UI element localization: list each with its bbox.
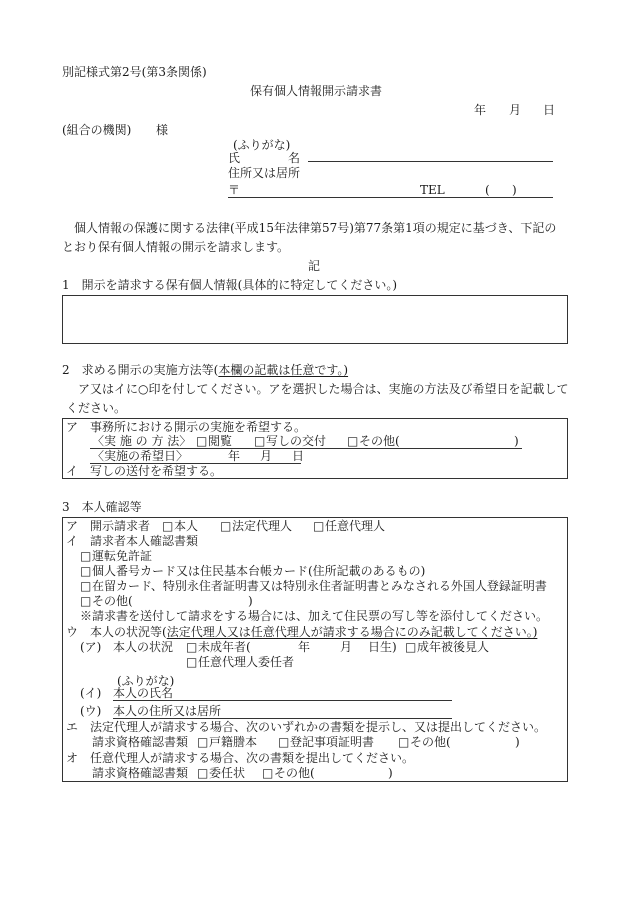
furigana-label: (ふりがな) [233,138,291,152]
method-row [90,434,522,449]
section2-instruction-1: ア又はイに○印を付してください。アを選択した場合は、実施の方法及び希望日を記載して [78,382,569,396]
method-option-view: 閲覧 [208,434,233,448]
name-label: 氏 名 [228,151,301,165]
checkbox[interactable]: □ [186,655,198,669]
voluntary-agent-doc-other: その他( [274,766,315,780]
checkbox[interactable]: □ [196,434,208,448]
principal-minor: 未成年者( [198,640,251,654]
id-doc-drivers-license: 運転免許証 [92,549,153,563]
addressee: (組合の機関) [62,123,132,137]
tel-label: TEL [420,183,445,197]
legal-agent-doc-other: その他( [410,735,451,749]
tel-paren-close: ) [512,183,517,197]
birth-day-label: 日生) [368,640,397,654]
legal-agent-text: エ 法定代理人が請求する場合、次のいずれかの書類を提示し、又は提出してください。 [66,720,547,734]
requester-type-voluntary-agent: 任意代理人 [325,519,386,533]
checkbox[interactable]: □ [162,519,174,533]
preferred-date-row[interactable] [90,449,305,464]
section3-heading: 3 本人確認等 [62,500,142,514]
voluntary-agent-docs-label: 請求資格確認書類 [92,766,189,780]
method-other-close: ) [514,434,519,448]
intro-line-2: とおり保有個人情報の開示を請求します。 [62,240,290,254]
checkbox[interactable]: □ [197,735,209,749]
checkbox[interactable]: □ [80,564,92,578]
principal-adult-guardian: 成年被後見人 [417,640,490,654]
checkbox[interactable]: □ [80,549,92,563]
principal-voluntary: 任意代理人委任者 [198,655,295,669]
id-doc-residence-card: 在留カード、特別永住者証明書又は特別永住者証明書とみなされる外国人登録証明書 [92,579,547,593]
requester-type-legal-agent: 法定代理人 [232,519,293,533]
date-year-label: 年 [474,103,487,117]
requester-type-label: ア 開示請求者 [66,519,151,533]
checkbox[interactable]: □ [347,434,359,448]
address-label: 住所又は居所 [228,166,301,180]
legal-agent-doc-registry: 登記事項証明書 [290,735,375,749]
id-docs-note: ※請求書を送付して請求をする場合には、加えて住民票の写し等を添付してください。 [80,609,549,623]
voluntary-agent-doc-proxy: 委任状 [209,766,246,780]
postal-mark: 〒 [228,183,241,197]
principal-heading-text: ウ 本人の状況等( [66,625,167,639]
voluntary-agent-doc-other-close: ) [388,766,393,780]
checkbox[interactable]: □ [186,640,198,654]
checkbox[interactable]: □ [313,519,325,533]
preferred-date-month: 月 [260,449,273,463]
section2-instruction-2: ください。 [66,401,127,415]
tel-paren-open: ( [485,183,490,197]
id-doc-other: その他( [92,594,133,608]
option-b-mail[interactable]: イ 写しの送付を希望する。 [66,464,223,478]
principal-name-field[interactable] [113,686,452,701]
principal-name-marker: (イ) [80,686,102,700]
section2-heading-note: 本欄の記載は任意です。) [218,363,349,377]
preferred-date-year: 年 [228,449,241,463]
section1-heading: 1 開示を請求する保有個人情報(具体的に特定してください。) [62,278,398,292]
section2-heading-text: 2 求める開示の実施方法等( [62,363,219,377]
method-option-other: その他( [359,434,400,448]
method-label: 〈実 施 の 方 法〉 [92,434,192,448]
checkbox[interactable]: □ [278,735,290,749]
requester-type-self: 本人 [174,519,199,533]
legal-agent-doc-other-close: ) [515,735,520,749]
method-option-copy: 写しの交付 [266,434,327,448]
checkbox[interactable]: □ [398,735,410,749]
checkbox[interactable]: □ [254,434,266,448]
principal-furigana-label: (ふりがな) [117,674,175,688]
form-number: 別記様式第2号(第3条関係) [62,65,207,79]
date-month-label: 月 [509,103,522,117]
disclosure-method-box [62,418,568,479]
principal-heading [66,624,537,640]
name-field[interactable] [308,147,553,162]
checkbox[interactable]: □ [220,519,232,533]
checkbox[interactable]: □ [80,579,92,593]
principal-heading-note: 法定代理人又は任意代理人が請求する場合にのみ記載してください。) [166,625,538,639]
option-a-office[interactable]: ア 事務所における開示の実施を希望する。 [66,420,307,434]
legal-agent-docs-label: 請求資格確認書類 [92,735,189,749]
principal-status-marker: (ア) [80,640,102,654]
requested-info-field[interactable] [62,295,568,344]
principal-address-marker: (ウ) [80,704,102,718]
section2-heading [62,362,348,378]
voluntary-agent-text: オ 任意代理人が請求する場合、次の書類を提出してください。 [66,751,415,765]
birth-year-label: 年 [298,640,311,654]
intro-line-1: 個人情報の保護に関する法律(平成15年法律第57号)第77条第1項の規定に基づき、下記の [74,221,557,235]
id-doc-my-number-card: 個人番号カード又は住民基本台帳カード(住所記載のあるもの) [92,564,426,578]
principal-address-field[interactable] [113,704,452,719]
postal-tel-row[interactable] [228,183,553,198]
id-docs-label: イ 請求者本人確認書類 [66,534,199,548]
preferred-date-day: 日 [292,449,305,463]
principal-name-label: 本人の氏名 [113,686,174,700]
principal-address-label: 本人の住所又は居所 [113,704,222,718]
checkbox[interactable]: □ [262,766,274,780]
ki-heading: 記 [308,259,321,273]
principal-status-label: 本人の状況 [113,640,174,654]
identity-verification-box [62,517,568,782]
preferred-date-label: 〈実施の希望日〉 [92,449,189,463]
legal-agent-doc-family-register: 戸籍謄本 [209,735,258,749]
date-day-label: 日 [543,103,556,117]
id-doc-other-close: ) [248,594,253,608]
checkbox[interactable]: □ [197,766,209,780]
checkbox[interactable]: □ [80,594,92,608]
checkbox[interactable]: □ [405,640,417,654]
page-title: 保有個人情報開示請求書 [250,84,383,98]
addressee-honorific: 様 [156,123,169,137]
birth-month-label: 月 [340,640,353,654]
